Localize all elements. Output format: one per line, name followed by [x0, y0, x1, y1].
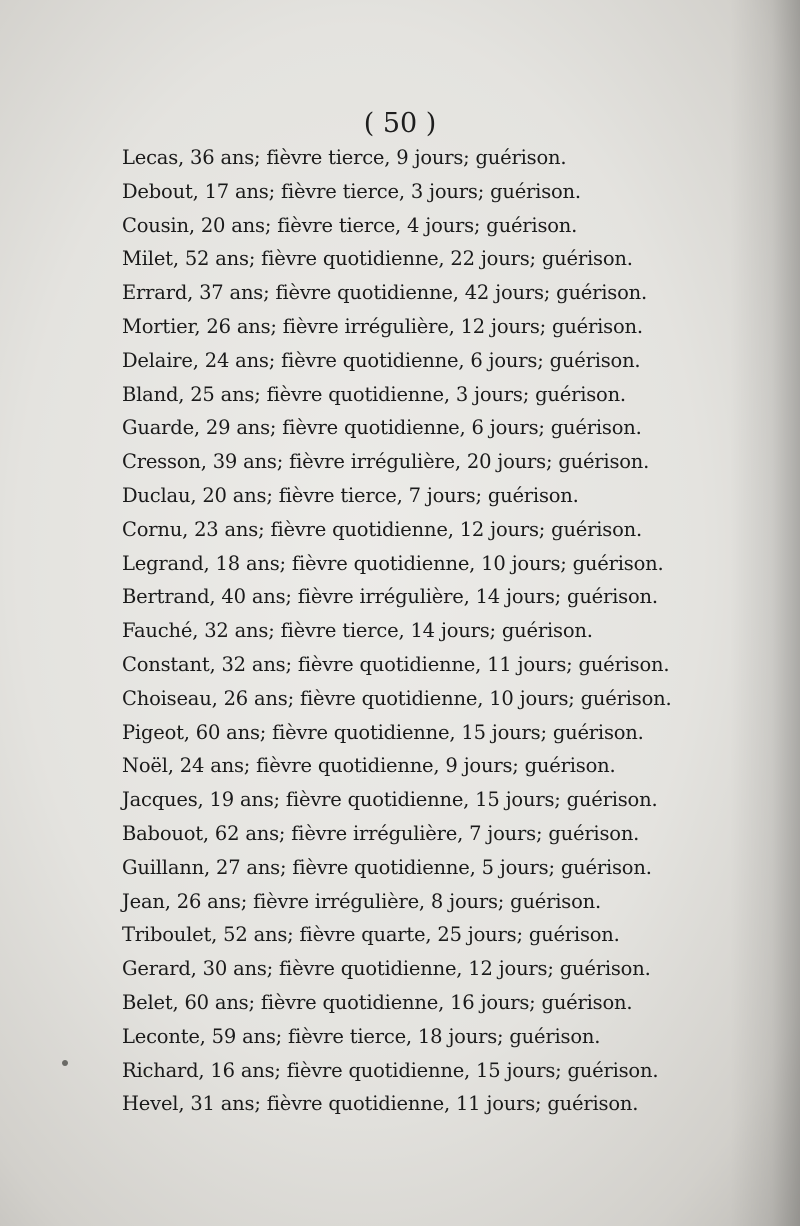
patient-entry: Choiseau, 26 ans; fièvre quotidienne, 10 jours; guérison. [122, 686, 672, 710]
patient-entry: Hevel, 31 ans; fièvre quotidienne, 11 jours; guérison. [122, 1092, 639, 1116]
patient-entry: Cornu, 23 ans; fièvre quotidienne, 12 jours; guérison. [122, 517, 643, 541]
patient-entry: Pigeot, 60 ans; fièvre quotidienne, 15 jours; guérison. [122, 720, 644, 744]
patient-entry: Jean, 26 ans; fièvre irrégulière, 8 jours; guérison. [122, 889, 602, 913]
patient-entry: Belet, 60 ans; fièvre quotidienne, 16 jours; guérison. [122, 990, 633, 1014]
patient-entry: Milet, 52 ans; fièvre quotidienne, 22 jours; guérison. [122, 247, 633, 271]
ink-spot [62, 1060, 68, 1066]
patient-entry: Jacques, 19 ans; fièvre quotidienne, 15 jours; guérison. [122, 788, 658, 812]
patient-entry: Lecas, 36 ans; fièvre tierce, 9 jours; guérison. [122, 146, 567, 169]
patient-entry: Leconte, 59 ans; fièvre tierce, 18 jours; guérison. [122, 1024, 601, 1048]
patient-entry: Constant, 32 ans; fièvre quotidienne, 11 jours; guérison. [122, 652, 670, 676]
page-edge-shadow [730, 0, 800, 1226]
patient-entry: Debout, 17 ans; fièvre tierce, 3 jours; guérison. [122, 179, 581, 203]
patient-entry: Richard, 16 ans; fièvre quotidienne, 15 jours; guérison. [122, 1058, 659, 1082]
patient-entry: Bland, 25 ans; fièvre quotidienne, 3 jours; guérison. [122, 382, 626, 406]
patient-entry: Duclau, 20 ans; fièvre tierce, 7 jours; guérison. [122, 483, 579, 507]
patient-entry: Bertrand, 40 ans; fièvre irrégulière, 14 jours; guérison. [122, 585, 658, 609]
patient-entry: Legrand, 18 ans; fièvre quotidienne, 10 jours; guérison. [122, 551, 664, 575]
patient-entry: Noël, 24 ans; fièvre quotidienne, 9 jours; guérison. [122, 754, 616, 778]
patient-entry: Errard, 37 ans; fièvre quotidienne, 42 jours; guérison. [122, 281, 648, 305]
patient-entry: Mortier, 26 ans; fièvre irrégulière, 12 jours; guérison. [122, 314, 643, 338]
patient-entry: Triboulet, 52 ans; fièvre quarte, 25 jours; guérison. [122, 923, 620, 947]
patient-entry: Cresson, 39 ans; fièvre irrégulière, 20 jours; guérison. [122, 450, 650, 474]
patient-entry: Fauché, 32 ans; fièvre tierce, 14 jours; guérison. [122, 619, 593, 643]
patient-entry: Cousin, 20 ans; fièvre tierce, 4 jours; guérison. [122, 213, 578, 237]
patient-entry: Delaire, 24 ans; fièvre quotidienne, 6 jours; guérison. [122, 348, 641, 372]
page-number: ( 50 ) [363, 108, 437, 139]
patient-entry: Gerard, 30 ans; fièvre quotidienne, 12 jours; guérison. [122, 957, 651, 981]
patient-entry: Guillann, 27 ans; fièvre quotidienne, 5 jours; guérison. [122, 855, 652, 879]
patient-list [122, 141, 672, 1121]
patient-entry: Babouot, 62 ans; fièvre irrégulière, 7 jours; guérison. [122, 821, 640, 845]
patient-entry: Guarde, 29 ans; fièvre quotidienne, 6 jours; guérison. [122, 416, 642, 440]
